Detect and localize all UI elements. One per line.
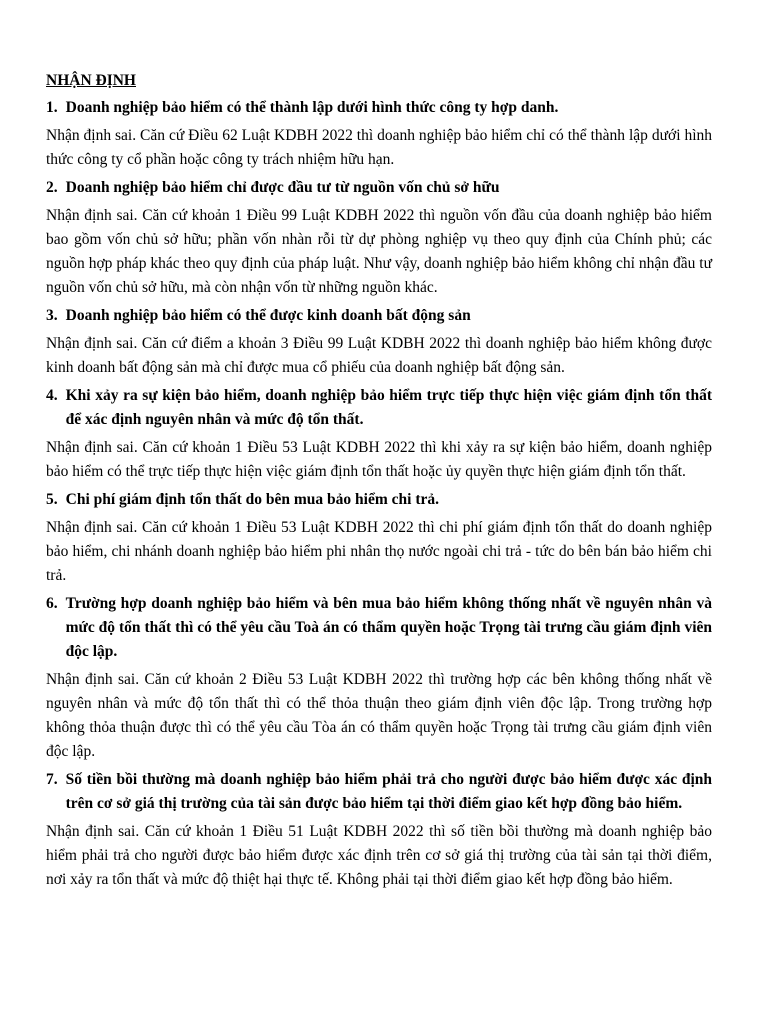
question-text: Khi xảy ra sự kiện bảo hiểm, doanh nghiệp bảo hiểm trực tiếp thực hiện việc giám định tổn thất để xác định nguyên nhân và mức độ tổn thất. [65,387,712,428]
list-item [46,488,712,588]
answer-6: Nhận định sai. Căn cứ khoản 2 Điều 53 Luật KDBH 2022 thì trường hợp các bên không thống nhất về nguyên nhân và mức độ tổn thất thì có thể thỏa thuận theo giám định viên độc lập. Trong trường hợp không thỏa thuận được thì có thể yêu cầu Tòa án có thẩm quyền hoặc Trọng tài trưng cầu giám định viên độc lập. [46,671,712,760]
question-1 [46,96,712,120]
answer-2: Nhận định sai. Căn cứ khoản 1 Điều 99 Luật KDBH 2022 thì nguồn vốn đầu của doanh nghiệp bảo hiểm bao gồm vốn chủ sở hữu; phần vốn nhàn rỗi từ dự phòng nghiệp vụ theo quy định của Chính phủ; các nguồn hợp pháp khác theo quy định của pháp luật. Như vậy, doanh nghiệp bảo hiểm không chỉ nhận đầu tư nguồn vốn chủ sở hữu, mà còn nhận vốn từ những nguồn khác. [46,207,712,296]
question-number: 7. [46,771,58,788]
question-4 [46,384,712,432]
question-7 [46,768,712,816]
question-6 [46,592,712,664]
question-5 [46,488,712,512]
question-number: 6. [46,595,58,612]
section-heading: NHẬN ĐỊNH [46,72,136,89]
question-number: 1. [46,99,58,116]
question-number: 3. [46,307,58,324]
question-text: Doanh nghiệp bảo hiểm có thể thành lập dưới hình thức công ty hợp danh. [65,99,559,116]
list-item [46,304,712,380]
question-text: Doanh nghiệp bảo hiểm chỉ được đầu tư từ nguồn vốn chủ sở hữu [65,179,500,196]
question-number: 4. [46,387,58,404]
list-item [46,768,712,892]
answer-4: Nhận định sai. Căn cứ khoản 1 Điều 53 Luật KDBH 2022 thì khi xảy ra sự kiện bảo hiểm, doanh nghiệp bảo hiểm có thể trực tiếp thực hiện việc giám định tổn thất hoặc ủy quyền thực hiện giám định tổn thất. [46,439,712,480]
list-item [46,592,712,764]
list-item [46,176,712,300]
list-item [46,384,712,484]
question-text: Trường hợp doanh nghiệp bảo hiểm và bên mua bảo hiểm không thống nhất về nguyên nhân và mức độ tổn thất thì có thể yêu cầu Toà án có thẩm quyền hoặc Trọng tài trưng cầu giám định viên độc lập. [65,595,712,660]
answer-7: Nhận định sai. Căn cứ khoản 1 Điều 51 Luật KDBH 2022 thì số tiền bồi thường mà doanh nghiệp bảo hiểm phải trả cho người được bảo hiểm được xác định trên cơ sở giá thị trường của tài sản tại thời điểm, nơi xảy ra tổn thất và mức độ thiệt hại thực tế. Không phải tại thời điểm giao kết hợp đồng bảo hiểm. [46,823,712,888]
question-3 [46,304,712,328]
list-item [46,96,712,172]
question-number: 2. [46,179,58,196]
question-number: 5. [46,491,58,508]
question-text: Số tiền bồi thường mà doanh nghiệp bảo hiểm phải trả cho người được bảo hiểm được xác định trên cơ sở giá thị trường của tài sản được bảo hiểm tại thời điểm giao kết hợp đồng bảo hiểm. [65,771,712,812]
answer-1: Nhận định sai. Căn cứ Điều 62 Luật KDBH 2022 thì doanh nghiệp bảo hiểm chỉ có thể thành lập dưới hình thức công ty cổ phần hoặc công ty trách nhiệm hữu hạn. [46,127,712,168]
answer-3: Nhận định sai. Căn cứ điểm a khoản 3 Điều 99 Luật KDBH 2022 thì doanh nghiệp bảo hiểm không được kinh doanh bất động sản mà chỉ được mua cổ phiếu của doanh nghiệp bất động sản. [46,335,712,376]
question-2 [46,176,712,200]
answer-5: Nhận định sai. Căn cứ khoản 1 Điều 53 Luật KDBH 2022 thì chi phí giám định tổn thất do doanh nghiệp bảo hiểm, chi nhánh doanh nghiệp bảo hiểm phi nhân thọ nước ngoài chi trả - tức do bên bán bảo hiểm chi trả. [46,519,712,584]
question-text: Doanh nghiệp bảo hiểm có thể được kinh doanh bất động sản [65,307,471,324]
question-text: Chi phí giám định tổn thất do bên mua bảo hiểm chi trả. [65,491,439,508]
